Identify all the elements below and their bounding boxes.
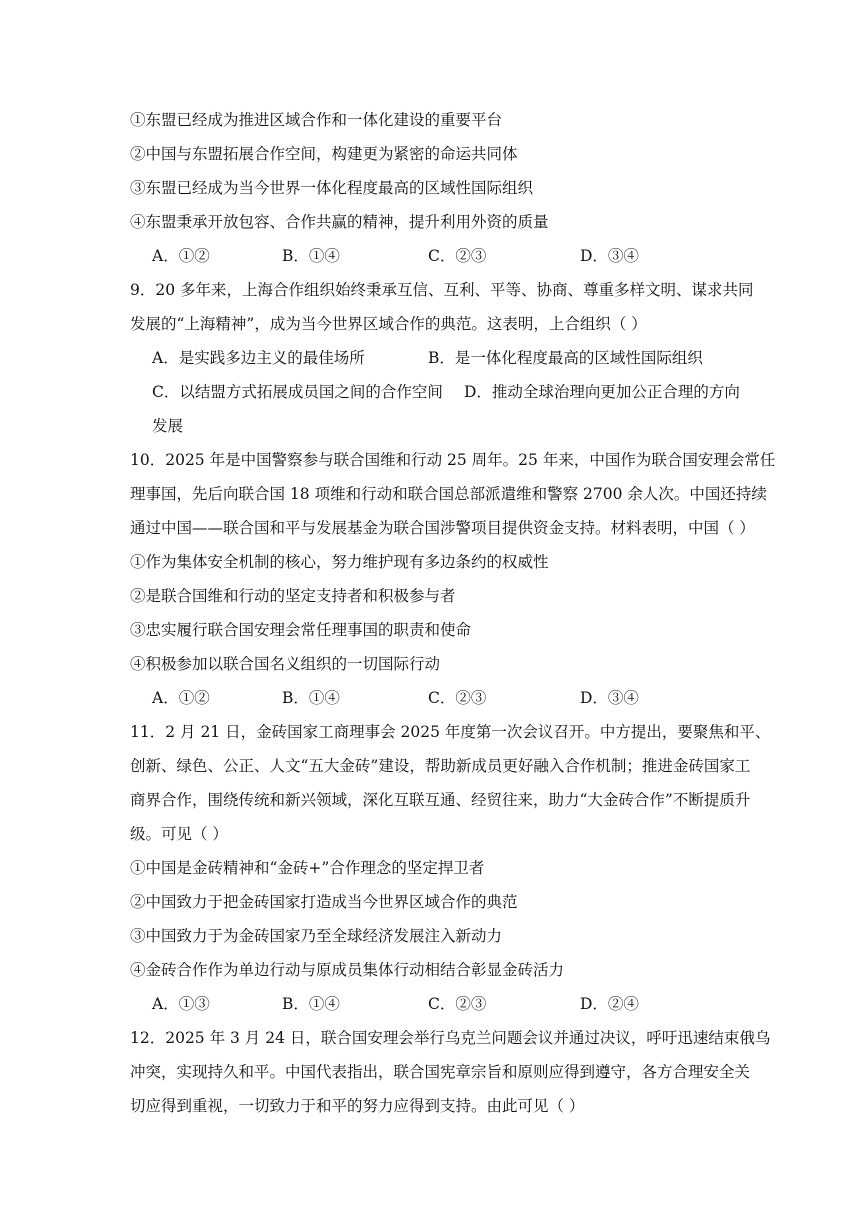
q11-stem-line-1: 11．2 月 21 日，金砖国家工商理事会 2025 年度第一次会议召开。中方提出，要聚焦和平、: [130, 723, 771, 741]
q10-stem-line-3: 通过中国——联合国和平与发展基金为联合国涉警项目提供资金支持。材料表明，中国（ ）: [130, 519, 755, 537]
q9-option-c: C．以结盟方式拓展成员国之间的合作空间: [152, 383, 443, 401]
q11-stem-line-3: 商界合作，围绕传统和新兴领域，深化互联互通、经贸往来，助力“大金砖合作”不断提质升: [130, 791, 751, 809]
q8-option-d: D．③④: [580, 247, 639, 265]
q9-option-b: B．是一体化程度最高的区域性国际组织: [428, 349, 703, 367]
q12-stem-line-3: 切应得到重视，一切致力于和平的努力应得到支持。由此可见（ ）: [130, 1097, 585, 1115]
q10-item-4: ④积极参加以联合国名义组织的一切国际行动: [130, 655, 441, 673]
q9-option-a: A．是实践多边主义的最佳场所: [152, 349, 365, 367]
q8-item-4: ④东盟秉承开放包容、合作共赢的精神，提升利用外资的质量: [130, 213, 549, 231]
q8-option-c: C．②③: [428, 247, 487, 265]
q8-option-b: B．①④: [282, 247, 340, 265]
q8-option-a: A．①②: [152, 247, 210, 265]
q10-item-2: ②是联合国维和行动的坚定支持者和积极参与者: [130, 587, 456, 605]
q12-stem-line-2: 冲突，实现持久和平。中国代表指出，联合国宪章宗旨和原则应得到遵守，各方合理安全关: [130, 1063, 751, 1081]
q11-stem-line-4: 级。可见（ ）: [130, 825, 228, 843]
q9-stem-line-2: 发展的“上海精神”，成为当今世界区域合作的典范。这表明，上合组织（ ）: [130, 315, 647, 333]
q11-option-d: D．②④: [580, 995, 639, 1013]
q10-item-3: ③忠实履行联合国安理会常任理事国的职责和使命: [130, 621, 472, 639]
q10-option-a: A．①②: [152, 689, 210, 707]
q8-item-3: ③东盟已经成为当今世界一体化程度最高的区域性国际组织: [130, 179, 534, 197]
q12-stem-line-1: 12．2025 年 3 月 24 日，联合国安理会举行乌克兰问题会议并通过决议，呼吁迅速结束俄乌: [130, 1029, 771, 1047]
q10-stem-line-2: 理事国，先后向联合国 18 项维和行动和联合国总部派遣维和警察 2700 余人次。中国还持续: [130, 485, 767, 503]
q9-option-d-continued: 发展: [152, 417, 184, 435]
q10-item-1: ①作为集体安全机制的核心，努力维护现有多边条约的权威性: [130, 553, 549, 571]
q8-item-2: ②中国与东盟拓展合作空间，构建更为紧密的命运共同体: [130, 145, 518, 163]
q9-option-d: D．推动全球治理向更加公正合理的方向: [464, 383, 740, 401]
q10-option-b: B．①④: [282, 689, 340, 707]
q11-stem-line-2: 创新、绿色、公正、人文“五大金砖”建设，帮助新成员更好融入合作机制；推进金砖国家工: [130, 757, 751, 775]
q11-item-2: ②中国致力于把金砖国家打造成当今世界区域合作的典范: [130, 893, 518, 911]
q10-option-c: C．②③: [428, 689, 487, 707]
q10-option-d: D．③④: [580, 689, 639, 707]
q8-item-1: ①东盟已经成为推进区域合作和一体化建设的重要平台: [130, 111, 503, 129]
q11-item-4: ④金砖合作作为单边行动与原成员集体行动相结合彰显金砖活力: [130, 961, 565, 979]
q9-stem-line-1: 9．20 多年来，上海合作组织始终秉承互信、互利、平等、协商、尊重多样文明、谋求共同: [130, 281, 754, 299]
q11-item-1: ①中国是金砖精神和“金砖+”合作理念的坚定捍卫者: [130, 859, 485, 877]
q11-item-3: ③中国致力于为金砖国家乃至全球经济发展注入新动力: [130, 927, 503, 945]
q11-option-c: C．②③: [428, 995, 487, 1013]
q11-option-a: A．①③: [152, 995, 210, 1013]
q10-stem-line-1: 10．2025 年是中国警察参与联合国维和行动 25 周年。25 年来，中国作为联合国安理会常任: [130, 451, 776, 469]
q11-option-b: B．①④: [282, 995, 340, 1013]
